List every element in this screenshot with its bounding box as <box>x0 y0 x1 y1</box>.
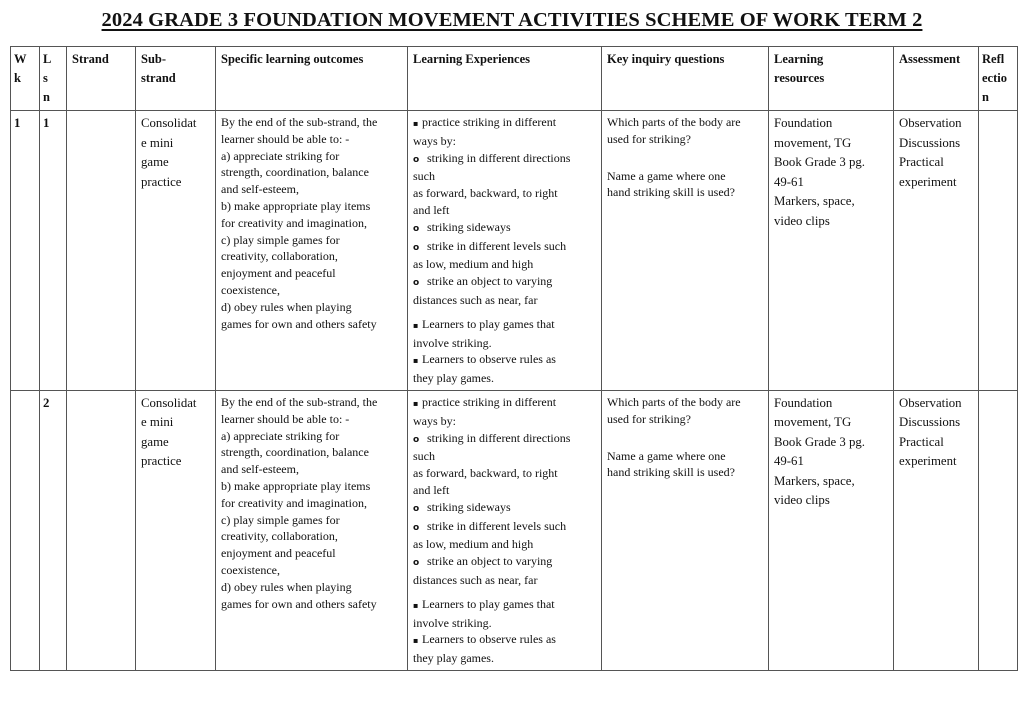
substrand-line: game <box>141 434 169 449</box>
cell-questions <box>602 390 769 670</box>
outcome-line: b) make appropriate play items <box>221 478 371 493</box>
header-reflection-line: ectio <box>982 71 1007 85</box>
outcome-line: coexistence, <box>221 562 280 577</box>
header-reflection-line: Refl <box>982 52 1005 66</box>
experience-line: such <box>413 169 435 184</box>
assessment-line: experiment <box>899 454 957 469</box>
square-bullet-icon: ▪ <box>413 119 419 128</box>
experience-text: strike an object to varying <box>427 554 553 569</box>
assessment-line: Discussions <box>899 415 961 430</box>
cell-strand <box>67 111 136 391</box>
experience-text: striking in different directions <box>427 430 571 445</box>
header-resources <box>769 47 894 111</box>
question-line: used for striking? <box>607 411 691 426</box>
question-line: hand striking skill is used? <box>607 465 735 480</box>
header-resources-line: Learning <box>774 52 824 66</box>
experience-line <box>413 596 596 615</box>
experience-line: as low, medium and high <box>413 257 534 272</box>
experience-line <box>413 553 596 572</box>
experience-line <box>413 316 596 335</box>
outcome-line: b) make appropriate play items <box>221 198 371 213</box>
cell-assessment <box>894 390 979 670</box>
outcome-line: a) appreciate striking for <box>221 148 340 163</box>
experience-line <box>413 238 596 257</box>
experience-line <box>413 219 596 238</box>
assessment-line: Discussions <box>899 135 961 150</box>
outcome-line: games for own and others safety <box>221 596 377 611</box>
experience-text: Learners to play games that <box>422 316 555 331</box>
question-line: Which parts of the body are <box>607 394 741 409</box>
outcome-line: enjoyment and peaceful <box>221 546 336 561</box>
question-line: used for striking? <box>607 131 691 146</box>
experience-text: striking in different directions <box>427 150 571 165</box>
experience-text: striking sideways <box>427 499 511 514</box>
circle-bullet-icon: o <box>413 434 420 445</box>
outcome-line: By the end of the sub-strand, the <box>221 394 378 409</box>
outcome-line: learner should be able to: - <box>221 411 350 426</box>
substrand-line: Consolidat <box>141 395 197 410</box>
resource-line: Markers, space, <box>774 473 855 488</box>
experience-text: strike an object to varying <box>427 274 553 289</box>
spacer <box>607 148 763 168</box>
table-row <box>11 390 1018 670</box>
spacer <box>413 309 596 316</box>
experience-line: they play games. <box>413 651 494 666</box>
scheme-of-work-table <box>10 46 1018 671</box>
cell-outcomes <box>216 111 408 391</box>
outcome-line: creativity, collaboration, <box>221 529 338 544</box>
cell-week: 1 <box>11 111 40 391</box>
header-lesson-line: n <box>43 90 50 104</box>
substrand-line: game <box>141 155 169 169</box>
cell-resources <box>769 390 894 670</box>
cell-outcomes <box>216 390 408 670</box>
cell-strand <box>67 390 136 670</box>
outcome-line: and self-esteem, <box>221 462 299 477</box>
cell-reflection <box>979 111 1018 391</box>
question-line: hand striking skill is used? <box>607 185 735 200</box>
resource-line: Book Grade 3 pg. <box>774 434 865 449</box>
experience-text: striking sideways <box>427 219 511 234</box>
header-substrand <box>136 47 216 111</box>
header-outcomes: Specific learning outcomes <box>216 47 408 111</box>
outcome-line: c) play simple games for <box>221 232 340 247</box>
outcome-line: enjoyment and peaceful <box>221 266 336 281</box>
header-week <box>11 47 40 111</box>
header-lesson-line: L <box>43 52 52 66</box>
experience-line: involve striking. <box>413 335 492 350</box>
outcome-line: for creativity and imagination, <box>221 495 367 510</box>
experience-line: as forward, backward, to right <box>413 466 558 481</box>
experience-line: and left <box>413 482 450 497</box>
cell-substrand <box>136 111 216 391</box>
substrand-line: e mini <box>141 135 174 150</box>
spacer <box>413 589 596 596</box>
experience-line: they play games. <box>413 371 494 386</box>
experience-line <box>413 273 596 292</box>
header-resources-line: resources <box>774 71 825 85</box>
resource-line: Book Grade 3 pg. <box>774 155 865 169</box>
header-substrand-line: Sub- <box>141 52 167 66</box>
assessment-line: Observation <box>899 395 962 410</box>
cell-substrand <box>136 390 216 670</box>
spacer <box>607 428 763 448</box>
experience-line: ways by: <box>413 413 456 428</box>
experience-line <box>413 631 596 650</box>
outcome-line: coexistence, <box>221 282 280 297</box>
circle-bullet-icon: o <box>413 503 420 514</box>
experience-line: and left <box>413 202 450 217</box>
outcome-line: c) play simple games for <box>221 512 340 527</box>
outcome-line: a) appreciate striking for <box>221 428 340 443</box>
table-row <box>11 111 1018 391</box>
header-questions: Key inquiry questions <box>602 47 769 111</box>
experience-line: involve striking. <box>413 615 492 630</box>
outcome-line: By the end of the sub-strand, the <box>221 115 378 129</box>
outcome-line: for creativity and imagination, <box>221 215 367 230</box>
resource-line: Foundation <box>774 116 833 130</box>
circle-bullet-icon: o <box>413 154 420 165</box>
resource-line: video clips <box>774 493 830 508</box>
experience-line <box>413 351 596 370</box>
document-title: 2024 GRADE 3 FOUNDATION MOVEMENT ACTIVITIES SCHEME OF WORK TERM 2 <box>101 9 923 31</box>
experience-text: practice striking in different <box>422 115 557 129</box>
experience-line <box>413 518 596 537</box>
resource-line: Foundation <box>774 395 833 410</box>
circle-bullet-icon: o <box>413 278 420 289</box>
outcome-line: and self-esteem, <box>221 182 299 197</box>
square-bullet-icon: ▪ <box>413 600 419 610</box>
outcome-line: learner should be able to: - <box>221 131 350 146</box>
outcome-line: d) obey rules when playing <box>221 579 352 594</box>
header-substrand-line: strand <box>141 71 176 85</box>
header-week-line: k <box>14 71 21 85</box>
experience-line: ways by: <box>413 133 456 148</box>
resource-line: movement, TG <box>774 135 852 150</box>
experience-text: Learners to observe rules as <box>422 632 556 647</box>
experience-text: Learners to observe rules as <box>422 352 556 367</box>
experience-line <box>413 114 596 133</box>
assessment-line: Practical <box>899 434 944 449</box>
header-reflection-line: n <box>982 90 989 104</box>
substrand-line: e mini <box>141 415 174 430</box>
header-assessment: Assessment <box>894 47 979 111</box>
substrand-line: practice <box>141 454 182 469</box>
cell-lesson: 1 <box>40 111 67 391</box>
resource-line: movement, TG <box>774 415 852 430</box>
cell-lesson: 2 <box>40 390 67 670</box>
header-lesson <box>40 47 67 111</box>
experience-line: as low, medium and high <box>413 537 534 552</box>
substrand-line: Consolidat <box>141 116 197 130</box>
outcome-line: strength, coordination, balance <box>221 165 369 180</box>
header-reflection <box>979 47 1018 111</box>
circle-bullet-icon: o <box>413 223 420 234</box>
square-bullet-icon: ▪ <box>413 398 419 408</box>
outcome-line: d) obey rules when playing <box>221 299 352 314</box>
square-bullet-icon: ▪ <box>413 636 419 646</box>
experience-line <box>413 394 596 413</box>
resource-line: video clips <box>774 213 830 228</box>
outcome-line: strength, coordination, balance <box>221 445 369 460</box>
header-week-line: W <box>14 52 27 66</box>
circle-bullet-icon: o <box>413 522 420 533</box>
resource-line: Markers, space, <box>774 194 855 208</box>
substrand-line: practice <box>141 174 182 189</box>
experience-line: as forward, backward, to right <box>413 186 558 201</box>
table-header-row <box>11 47 1018 111</box>
experience-text: Learners to play games that <box>422 596 555 611</box>
header-experiences: Learning Experiences <box>408 47 602 111</box>
assessment-line: Observation <box>899 116 962 130</box>
cell-reflection <box>979 390 1018 670</box>
cell-week <box>11 390 40 670</box>
question-line: Which parts of the body are <box>607 115 741 129</box>
square-bullet-icon: ▪ <box>413 320 419 330</box>
cell-experiences <box>408 390 602 670</box>
question-line: Name a game where one <box>607 448 726 463</box>
experience-line: distances such as near, far <box>413 572 538 587</box>
experience-text: practice striking in different <box>422 394 557 409</box>
experience-line <box>413 150 596 169</box>
header-lesson-line: s <box>43 71 48 85</box>
cell-resources <box>769 111 894 391</box>
header-strand: Strand <box>67 47 136 111</box>
square-bullet-icon: ▪ <box>413 356 419 366</box>
assessment-line: Practical <box>899 155 944 169</box>
cell-questions <box>602 111 769 391</box>
experience-line: distances such as near, far <box>413 292 538 307</box>
experience-line <box>413 430 596 449</box>
cell-experiences <box>408 111 602 391</box>
experience-text: strike in different levels such <box>427 518 567 533</box>
question-line: Name a game where one <box>607 168 726 183</box>
resource-line: 49-61 <box>774 454 804 469</box>
outcome-line: games for own and others safety <box>221 316 377 331</box>
experience-line <box>413 499 596 518</box>
experience-line: such <box>413 449 435 464</box>
outcome-line: creativity, collaboration, <box>221 249 338 264</box>
circle-bullet-icon: o <box>413 242 420 253</box>
cell-assessment <box>894 111 979 391</box>
circle-bullet-icon: o <box>413 558 420 569</box>
assessment-line: experiment <box>899 174 957 189</box>
resource-line: 49-61 <box>774 174 804 189</box>
experience-text: strike in different levels such <box>427 238 567 253</box>
